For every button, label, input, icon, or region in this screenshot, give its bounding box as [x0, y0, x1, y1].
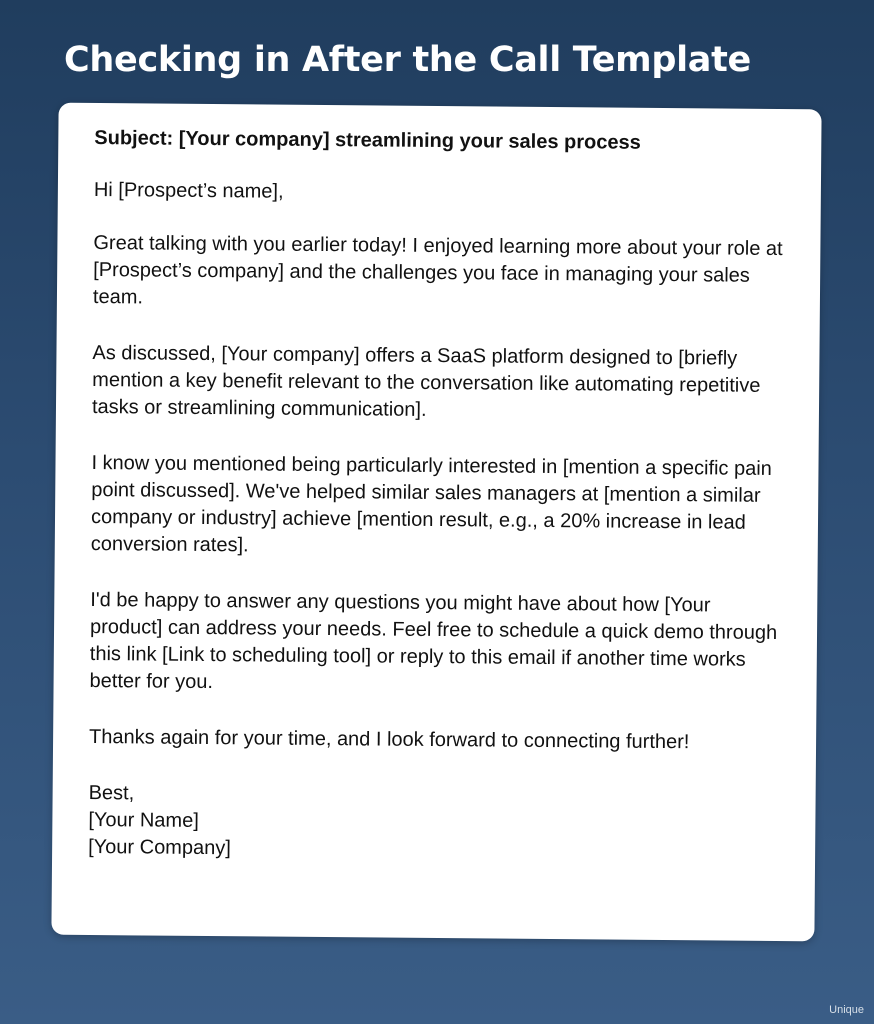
closing-line: Best,: [88, 781, 135, 805]
email-subject: [94, 125, 791, 158]
subject-label: Subject:: [94, 126, 174, 150]
watermark-text: Unique: [829, 1004, 864, 1016]
email-paragraph-pain-point: I know you mentioned being particularly interested in [mention a specific pain point discussed]. We've helped similar sales managers at [mention a similar company or industry] achieve [mention result, e.g., a 20% increase in lead conversion rates].: [90, 451, 772, 557]
email-paragraph-call-to-action: I'd be happy to answer any questions you might have about how [Your product] can address your needs. Feel free to schedule a quick demo through this link [Link to scheduling tool] or reply to this email if another time works better for you.: [89, 588, 778, 694]
sender-name: [Your Name]: [88, 808, 199, 832]
page-title: Checking in After the Call Template: [64, 40, 751, 80]
email-paragraph-thanks: Thanks again for your time, and I look forward to connecting further!: [89, 725, 690, 754]
email-greeting: Hi [Prospect’s name],: [93, 178, 284, 203]
email-signoff: [88, 780, 786, 867]
email-paragraph-offer: As discussed, [Your company] offers a SaaS platform designed to [briefly mention a key benefit relevant to the conversation like automating repetitive tasks or streamlining communication].: [91, 341, 761, 421]
subject-text: [Your company] streamlining your sales process: [178, 127, 641, 154]
sender-company: [Your Company]: [88, 835, 231, 860]
email-template-card: [51, 103, 821, 942]
email-paragraph-intro: Great talking with you earlier today! I enjoyed learning more about your role at [Prospect’s company] and the challenges you face in managing your sales team.: [92, 231, 783, 309]
